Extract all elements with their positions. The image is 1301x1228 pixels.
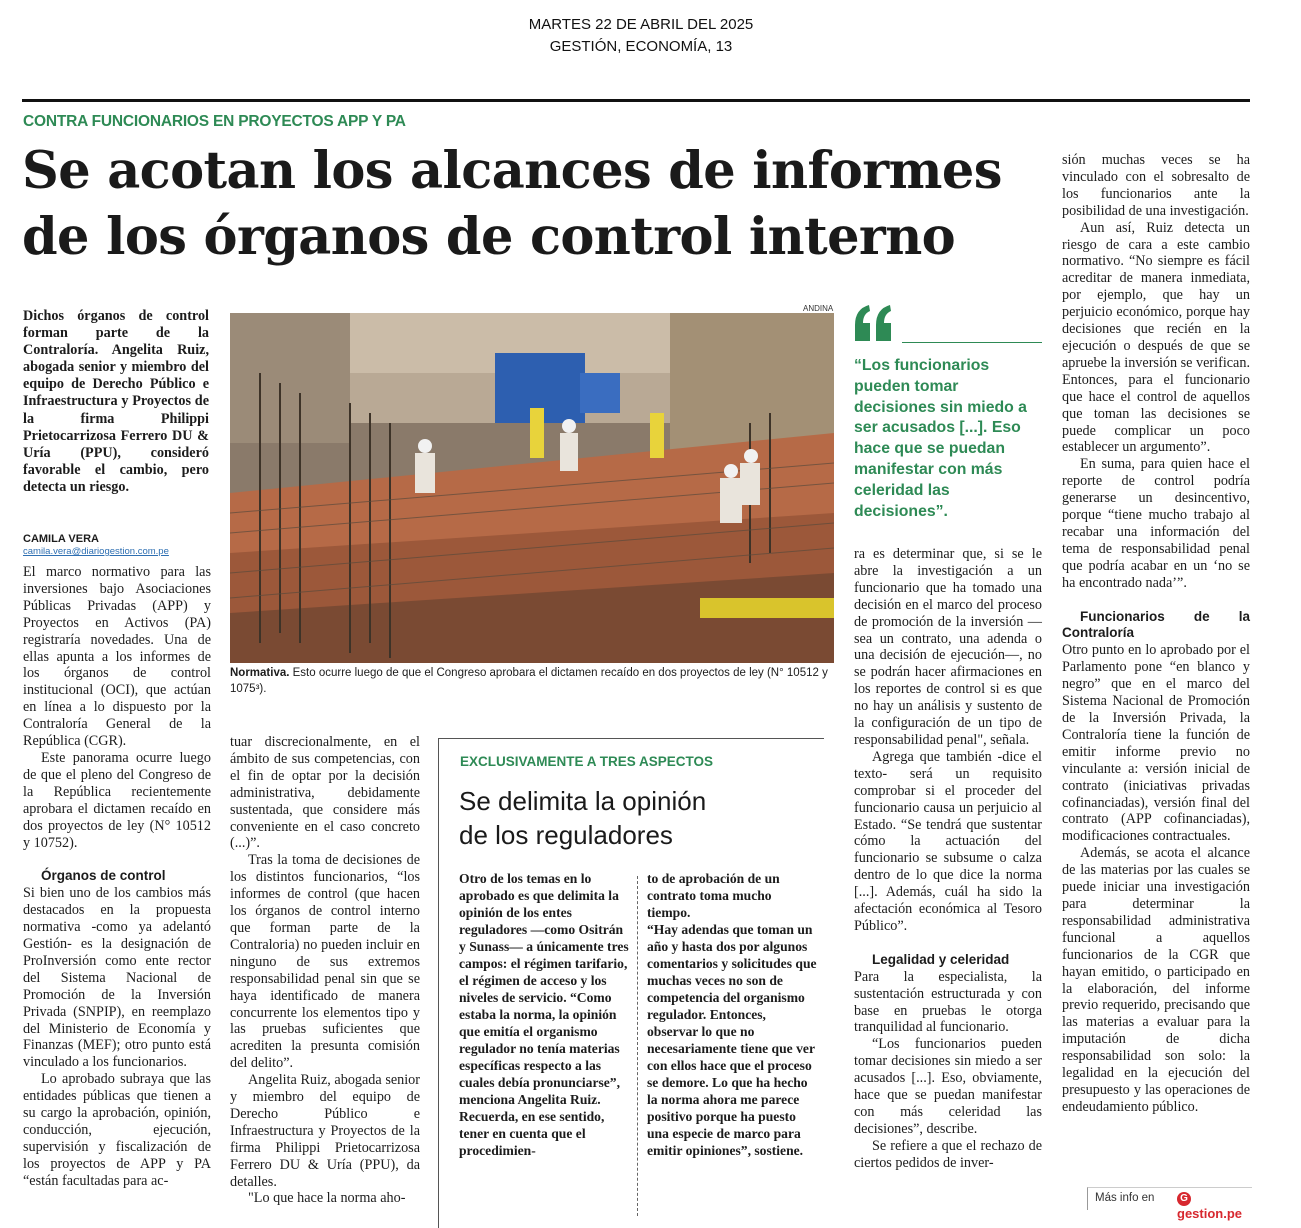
paragraph: Se refiere a que el rechazo de ciertos pedidos de inver-	[854, 1137, 1042, 1171]
paragraph: Si bien uno de los cambios más destacados en la propuesta normativa -como ya adelantó Gestión- es la designación de ProInversión como ente rector del Sistema Nacional de Promoción de la Inversión Privada (SNPIP), en reemplazo del Ministerio de Economía y Finanzas (MEF); otro punto está vinculado a los funcionarios.	[23, 885, 211, 1071]
paragraph: Este panorama ocurre luego de que el pleno del Congreso de la República recientemente aprobara el dictamen recaído en dos proyectos de ley (N° 10512 y 10752).	[23, 749, 211, 851]
column-3	[854, 546, 1042, 1172]
paragraph: Angelita Ruiz, abogada senior y miembro del equipo de Derecho Público e Infraestructura y Proyectos de la firma Philippi Prietocarrizosa Ferrero DU & Uría (PPU), da detalles.	[230, 1072, 420, 1190]
paragraph: Otro de los temas en lo aprobado es que delimita la opinión de los entes reguladores —como Ositrán y Sunass— a únicamente tres campos: el régimen tarifario, el régimen de acceso y los niveles de servicio. “Como estaba la norma, la opinión que emitía el organismo regulador no tenía materias específicas respecto a las cuales debía pronunciarse”, menciona Angelita Ruiz.	[459, 871, 629, 1107]
paragraph: “Los funcionarios pueden tomar decisiones sin miedo a ser acusados [...]. Eso, obviamente, hace que se puedan manifestar con más celeridad las decisiones”, describe.	[854, 1036, 1042, 1137]
caption-text: Esto ocurre luego de que el Congreso aprobara el dictamen recaído en dos proyectos de ley (N° 10512 y 1075³).	[230, 667, 828, 695]
article-lede: Dichos órganos de control forman parte de la Contraloría. Angelita Ruiz, abogada senior y miembro del equipo de Derecho Público e Infraestructura y Proyectos de la firma Philippi Prietocarrizosa Ferrero DU & Uría (PPU), consideró favorable el cambio, pero detecta un riesgo.	[23, 308, 209, 495]
paragraph: Para la especialista, la sustentación estructurada y con base en pruebas le otorga tranquilidad al funcionario.	[854, 968, 1042, 1036]
article-headline	[22, 138, 1052, 270]
paragraph: Recuerda, en ese sentido, tener en cuenta que el procedimien-	[459, 1109, 605, 1158]
paragraph: Agrega que también -dice el texto- será un requisito comprobar si el proceder del funcionario causa un perjuicio al Estado. “Se tendrá que sustentar cómo la actuación del funcionario se subsume o calza dentro de lo que dice la norma [...]. Además, cuál ha sido la afectación económica al Tesoro Público”.	[854, 748, 1042, 934]
author-name: CAMILA VERA	[23, 533, 99, 545]
box-headline-line-2: de los reguladores	[459, 820, 673, 850]
paragraph: Otro punto en lo aprobado por el Parlamento pone “en blanco y negro” que en el marco del Sistema Nacional de Promoción de la Inversión Privada, la Contraloría tiene la función de emitir informe previo no vinculante a: versión inicial de contrato (iniciativas privadas cofinanciadas), versión final del contrato (APP cofinanciadas), modificaciones contractuales.	[1062, 642, 1250, 845]
box-column-divider	[637, 876, 638, 1216]
paragraph: Aun así, Ruiz detecta un riesgo de cara a este cambio normativo. “No siempre es fácil acreditar de manera inmediata, por ejemplo, que hay un perjuicio económico, porque hay decisiones que recién en la ejecución o después de que se apruebe la inversión se verifican. Entonces, para el funcionario que hace el control de aquellos que toman las decisiones se puede complicar un poco establecer un argumento”.	[1062, 219, 1250, 456]
paragraph: to de aprobación de un contrato toma mucho tiempo.	[647, 871, 780, 920]
box-kicker: EXCLUSIVAMENTE A TRES ASPECTOS	[460, 754, 714, 769]
paragraph: Tras la toma de decisiones de los distintos funcionarios, “los informes de control (que hacen los órganos de control interno que forman parte de la Contraloria) no pueden incluir en ninguno de sus extremos responsabilidad penal sin que se haya identificado de manera concurrente los elementos tipo y las pruebas suficientes que acrediten la presunta comisión del delito”.	[230, 852, 420, 1072]
author-email-link[interactable]: camila.vera@diariogestion.com.pe	[23, 546, 169, 557]
photo-caption	[230, 666, 834, 697]
paragraph: Lo aprobado subraya que las entidades públicas que tienen a su cargo la aprobación, opinión, conducción, ejecución, supervisión y fiscalización de los proyectos de APP y PA “están facultadas para ac-	[23, 1071, 211, 1189]
subhead-organos: Órganos de control	[41, 868, 166, 884]
headline-line-1: Se acotan los alcances de informes	[22, 141, 1002, 201]
headline-line-2: de los órganos de control interno	[22, 207, 956, 267]
quote-mark-icon	[853, 303, 895, 348]
gestion-brand-link[interactable]	[1177, 1189, 1252, 1221]
paragraph: tuar discrecionalmente, en el ámbito de sus competencias, con el fin de optar por la decisión administrativa, debidamente sustentada, que considere más conveniente en el caso concreto (...)”.	[230, 734, 420, 852]
masthead	[0, 0, 1301, 95]
gestion-brand-text: gestion.pe	[1177, 1206, 1243, 1221]
more-info-label: Más info en	[1095, 1192, 1155, 1204]
article-kicker: CONTRA FUNCIONARIOS EN PROYECTOS APP Y PA	[23, 113, 406, 130]
subhead-contraloria: Funcionarios de la Contraloría	[1062, 608, 1250, 641]
paragraph: Además, se acota el alcance de las materias por las cuales se puede iniciar una investigación para determinar la responsabilidad administrativa funcional a aquellos funcionarios de la CGR que hayan emitido, o participado en la elaboración, del informe previo requerido, precisando que las materias a evaluar para la imputación de dicha responsabilidad son solo: la legalidad en la ejecución del presupuesto y las operaciones de endeudamiento público.	[1062, 845, 1250, 1115]
gestion-logo-icon: G	[1177, 1192, 1191, 1206]
section-line: GESTIÓN, ECONOMÍA, 13	[549, 38, 733, 55]
photo-credit: ANDINA	[803, 304, 834, 313]
pull-quote: “Los funcionarios pueden tomar decisiones sin miedo a ser acusados [...]. Eso hace que se puedan manifestar con más celeridad las decisiones”.	[854, 357, 1027, 520]
top-rule	[22, 99, 1250, 102]
construction-photo	[230, 313, 834, 663]
caption-bold: Normativa.	[230, 667, 290, 679]
paragraph: "Lo que hace la norma aho-	[248, 1190, 406, 1207]
column-4	[1062, 152, 1250, 1116]
column-2	[230, 734, 420, 1207]
paragraph: “Hay adendas que toman un año y hasta dos por algunos comentarios y solicitudes que muchas veces no son de competencia del organismo regulador. Entonces, observar lo que no necesariamente tiene que ver con ellos hace que el proceso se demore. Lo que ha hecho la norma ahora me parece positivo porque ha puesto una especie de marco para emitir opiniones”, sostiene.	[647, 922, 817, 1158]
quote-divider	[902, 342, 1042, 343]
box-column-right	[647, 870, 817, 1159]
column-1	[23, 564, 211, 1190]
paragraph: sión muchas veces se ha vinculado con el sobresalto de los funcionarios ante la posibilidad de una investigación.	[1062, 152, 1250, 219]
box-headline	[459, 784, 799, 852]
sidebar-box-rule	[438, 738, 824, 739]
date-line: MARTES 22 DE ABRIL DEL 2025	[528, 16, 754, 33]
more-info-link[interactable]	[1087, 1187, 1252, 1221]
subhead-legalidad: Legalidad y celeridad	[872, 951, 1010, 967]
box-headline-line-1: Se delimita la opinión	[459, 786, 707, 816]
box-column-left	[459, 870, 629, 1159]
paragraph: En suma, para quien hace el reporte de control podría generarse un desincentivo, porque “tiene mucho trabajo al recabar una información del tema de responsabilidad penal que podría acabar en un ‘no se ha encontrado nada’”.	[1062, 456, 1250, 591]
paragraph: ra es determinar que, si se le abre la investigación a un funcionario que ha tomado una decisión en el marco del proceso de promoción de la inversión —sea un contrato, una adenda o una decisión de ejecución—, no se podrán hacer afirmaciones en los reportes de control si es que no hay un análisis y sustento de la configuración de un tipo de responsabilidad penal", señala.	[854, 546, 1042, 748]
paragraph: El marco normativo para las inversiones bajo Asociaciones Públicas Privadas (APP) y Proyectos en Activos (PA) registraría novedades. Una de ellas apunta a los informes de los órganos de control institucional (OCI), que actúan en línea a lo dispuesto por la Contraloría General de la República (CGR).	[23, 564, 211, 750]
